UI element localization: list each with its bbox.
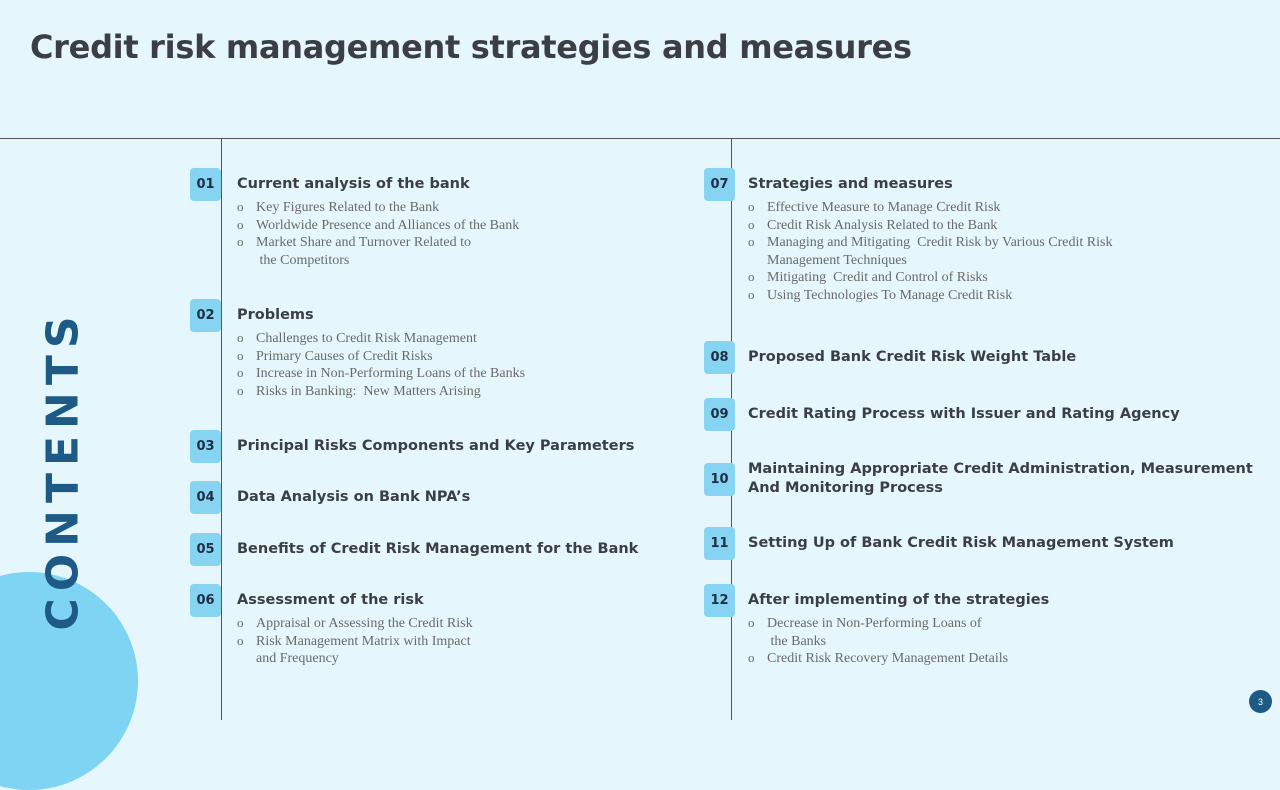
section-heading-11: Setting Up of Bank Credit Risk Management System [748,535,1174,551]
list-item: o Primary Causes of Credit Risks [237,348,525,366]
section-number-01: 01 [190,168,221,201]
section-subitems-12 [748,615,1008,668]
section-heading-07: Strategies and measures [748,176,953,192]
left-column-divider [221,138,222,720]
list-item: o Managing and Mitigating Credit Risk by Various Credit Risk [748,234,1112,252]
section-number-05: 05 [190,533,221,566]
section-heading-10-line1: Maintaining Appropriate Credit Administration, Measurement [748,461,1253,477]
section-heading-01: Current analysis of the bank [237,176,470,192]
section-heading-08: Proposed Bank Credit Risk Weight Table [748,349,1077,365]
section-heading-09: Credit Rating Process with Issuer and Rating Agency [748,406,1180,422]
list-item-continuation: the Banks [767,633,827,649]
section-number-06: 06 [190,584,221,617]
section-heading-10 [748,460,1253,498]
list-item: o Appraisal or Assessing the Credit Risk [237,615,473,633]
section-heading-02: Problems [237,307,314,323]
section-number-08: 08 [704,341,735,374]
list-item: o Market Share and Turnover Related to [237,234,519,252]
list-item: o Risks in Banking: New Matters Arising [237,383,525,401]
section-subitems-07 [748,199,1112,305]
section-heading-12: After implementing of the strategies [748,592,1050,608]
list-item: o Effective Measure to Manage Credit Risk [748,199,1112,217]
list-item: o Mitigating Credit and Control of Risks [748,269,1112,287]
section-heading-05: Benefits of Credit Risk Management for the Bank [237,541,639,557]
list-item: o Decrease in Non-Performing Loans of [748,615,1008,633]
section-number-04: 04 [190,481,221,514]
list-item: o Credit Risk Analysis Related to the Bank [748,217,1112,235]
section-heading-06: Assessment of the risk [237,592,424,608]
section-number-07: 07 [704,168,735,201]
section-heading-03: Principal Risks Components and Key Parameters [237,438,635,454]
section-subitems-06 [237,615,473,668]
header-divider [0,138,1280,139]
list-item: o Challenges to Credit Risk Management [237,330,525,348]
page-number: 3 [1249,690,1272,713]
list-item: o Increase in Non-Performing Loans of the Banks [237,365,525,383]
section-subitems-02 [237,330,525,400]
section-number-12: 12 [704,584,735,617]
list-item: o Key Figures Related to the Bank [237,199,519,217]
section-number-11: 11 [704,527,735,560]
section-heading-04: Data Analysis on Bank NPA’s [237,489,471,505]
section-subitems-01 [237,199,519,269]
section-number-03: 03 [190,430,221,463]
list-item: o Risk Management Matrix with Impact [237,633,473,651]
section-number-09: 09 [704,398,735,431]
list-item-continuation: Management Techniques [767,252,907,268]
list-item: o Worldwide Presence and Alliances of the Bank [237,217,519,235]
section-heading-10-line2: And Monitoring Process [748,480,943,496]
section-number-02: 02 [190,299,221,332]
contents-label: CONTENTS [37,309,89,631]
list-item-continuation: the Competitors [256,252,350,268]
list-item-continuation: and Frequency [256,651,339,667]
list-item: o Using Technologies To Manage Credit Risk [748,287,1112,305]
list-item: o Credit Risk Recovery Management Details [748,650,1008,668]
slide-title: Credit risk management strategies and measures [30,28,912,66]
section-number-10: 10 [704,463,735,496]
